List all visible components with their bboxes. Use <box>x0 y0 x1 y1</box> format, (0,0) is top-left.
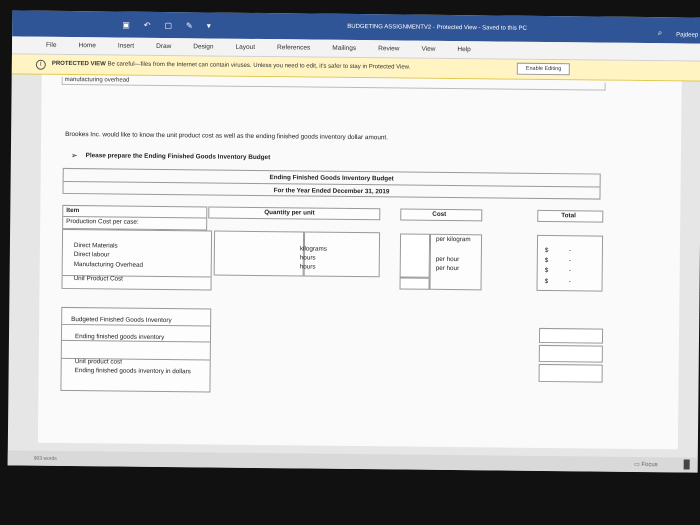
enable-editing-button[interactable]: Enable Editing <box>517 63 571 76</box>
protected-view-message <box>52 61 411 71</box>
ending-inventory-label: Ending finished goods inventory <box>74 333 165 342</box>
currency-symbol: $ <box>544 277 549 286</box>
budget-title: Ending Finished Goods Inventory Budget <box>269 174 394 183</box>
total-value: - <box>568 247 572 255</box>
inventory-divider-1 <box>62 324 210 327</box>
unit-product-cost-label: Unit product cost <box>74 358 123 366</box>
row-direct-labour: Direct labour <box>73 251 110 259</box>
total-header: Total <box>561 212 576 220</box>
view-mode-icon[interactable] <box>684 459 690 469</box>
budget-period: For the Year Ended December 31, 2019 <box>273 187 390 196</box>
focus-label: Focus <box>641 462 658 469</box>
tab-mailings[interactable]: Mailings <box>332 44 357 53</box>
item-header: Item <box>66 206 80 215</box>
arrow-bullet-icon: ➢ <box>70 151 78 161</box>
instruction-bullet <box>71 151 270 162</box>
tab-draw[interactable]: Draw <box>156 42 172 51</box>
cost-per-hour-overhead: per hour <box>435 264 460 273</box>
ending-inventory-dollars-label: Ending finished goods inventory in dollars <box>74 367 191 376</box>
currency-symbol: $ <box>544 256 549 265</box>
protected-view-label: PROTECTED VIEW <box>51 60 106 68</box>
new-document-icon[interactable]: ▢ <box>164 20 173 31</box>
undo-icon[interactable]: ↶ <box>143 20 151 30</box>
instruction-text: Please prepare the Ending Finished Goods Inventory Budget <box>85 152 271 162</box>
save-icon[interactable]: ▣ <box>122 20 130 30</box>
production-cost-label: Production Cost per case: <box>66 217 139 226</box>
tab-design[interactable]: Design <box>193 43 214 51</box>
row-unit-product-cost: Unit Product Cost <box>73 275 123 283</box>
protected-view-text: Be careful—files from the Internet can contain viruses. Unless you need to edit, it's safer to stay in Protected View. <box>107 61 411 71</box>
tab-references[interactable]: References <box>277 44 311 52</box>
currency-symbol: $ <box>544 266 549 275</box>
tab-help[interactable]: Help <box>457 46 471 54</box>
quick-access-toolbar <box>122 21 211 31</box>
document-page <box>38 75 682 450</box>
previous-table-row: manufacturing overhead <box>62 77 606 91</box>
word-count[interactable]: 903 words <box>33 455 57 462</box>
intro-paragraph: Brookes Inc. would like to know the unit product cost as well as the ending finished goods inventory dollar amount. <box>65 130 389 142</box>
quantity-input-area[interactable] <box>214 231 304 277</box>
ending-inventory-input[interactable] <box>539 328 603 344</box>
total-value: - <box>568 257 571 265</box>
document-title: BUDGETING ASSIGNMENTV2 - Protected View - Saved to this PC <box>347 23 527 32</box>
cost-per-kilogram: per kilogram <box>435 235 471 244</box>
inventory-dollars-input[interactable] <box>539 364 603 383</box>
tab-review[interactable]: Review <box>378 45 400 53</box>
status-bar <box>8 450 698 472</box>
total-value: - <box>568 278 571 286</box>
search-icon[interactable]: ⌕ <box>657 28 663 38</box>
cost-input-cell[interactable] <box>400 233 430 277</box>
draw-pen-icon[interactable]: ✎ <box>186 21 193 31</box>
word-window <box>8 10 700 472</box>
cost-header: Cost <box>432 210 447 218</box>
focus-mode-button[interactable] <box>634 461 658 468</box>
tab-home[interactable]: Home <box>78 42 96 50</box>
budgeted-inventory-label: Budgeted Finished Goods Inventory <box>71 316 172 325</box>
row-manufacturing-overhead: Manufacturing Overhead <box>73 261 144 269</box>
customize-toolbar-icon[interactable]: ▾ <box>206 21 211 31</box>
unit-cost-input[interactable] <box>539 345 603 363</box>
tab-layout[interactable]: Layout <box>235 43 256 51</box>
tab-insert[interactable]: Insert <box>117 42 135 50</box>
row-direct-materials: Direct Materials <box>73 242 118 250</box>
total-value: - <box>568 267 571 275</box>
quantity-header: Quantity per unit <box>264 209 315 217</box>
unit-hours-labour: hours <box>299 254 316 262</box>
tab-file[interactable]: File <box>46 41 57 49</box>
unit-kilograms: kilograms <box>299 245 327 253</box>
info-icon: i <box>36 60 46 70</box>
unit-hours-overhead: hours <box>299 263 316 271</box>
cost-per-hour-labour: per hour <box>435 255 460 264</box>
currency-symbol: $ <box>544 246 549 255</box>
user-name[interactable]: Pajdeep <box>676 32 699 39</box>
focus-icon: ▭ <box>633 461 640 468</box>
cost-input-cell-unit[interactable] <box>400 277 430 289</box>
budget-title-box <box>62 168 600 200</box>
tab-view[interactable]: View <box>421 45 436 53</box>
